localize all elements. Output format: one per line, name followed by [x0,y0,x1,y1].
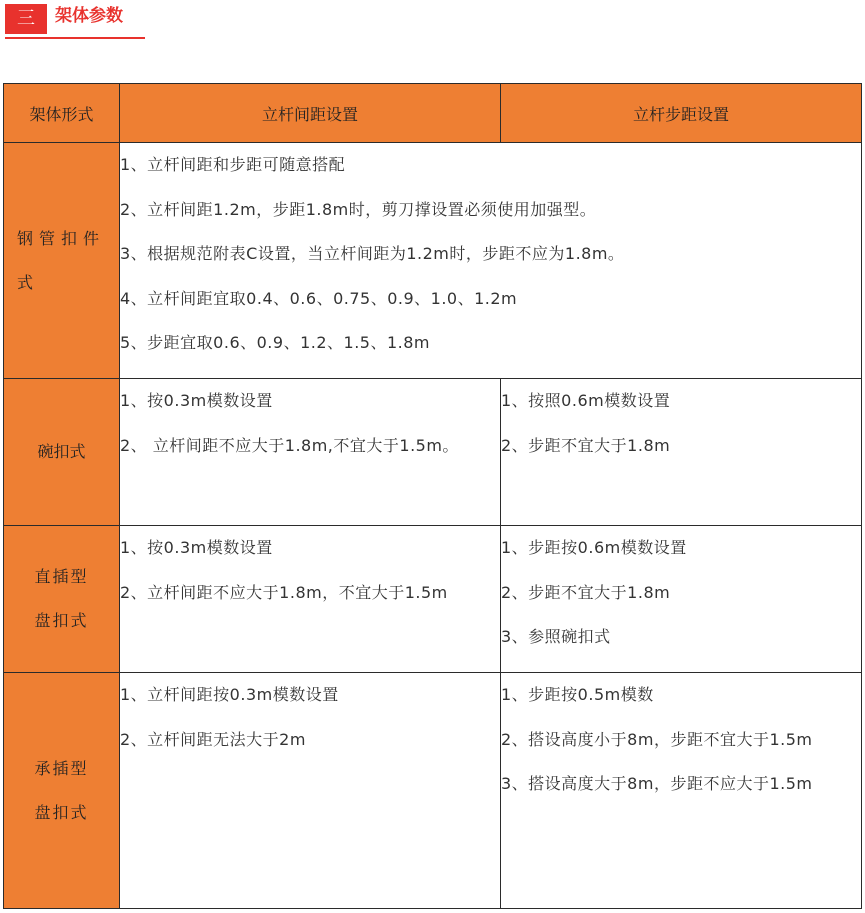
list-item: 1、立杆间距和步距可随意搭配 [120,155,346,174]
list-item: 2、立杆间距无法大于2m [120,729,306,749]
table-row [4,673,862,909]
table-header-row [4,84,862,143]
table-row [4,143,862,379]
list-item: 3、根据规范附表C设置，当立杆间距为1.2m时，步距不应为1.8m。 [120,244,625,263]
row-label-text: 钢管扣件式 [17,228,106,292]
list-item: 4、立杆间距宜取0.4、0.6、0.75、0.9、1.0、1.2m [120,288,518,308]
spacing-cell [120,673,501,909]
row-label-text: 直插型盘扣式 [34,567,89,630]
row-label-bowl-buckle: 碗扣式 [4,379,120,526]
section-number-badge: 三 [5,4,47,34]
list-item: 5、步距宜取0.6、0.9、1.2、1.5、1.8m [120,333,430,352]
step-cell [501,379,862,526]
step-cell [501,673,862,909]
list-item: 1、步距按0.5m模数 [501,685,654,704]
list-item: 3、参照碗扣式 [501,627,611,646]
table-row [4,379,862,526]
list-item: 2、 立杆间距不应大于1.8m,不宜大于1.5m。 [120,435,459,455]
list-item: 1、立杆间距按0.3m模数设置 [120,685,339,704]
list-item: 2、步距不宜大于1.8m [501,435,671,455]
row-label-steel-tube-coupler [4,143,120,379]
row-label-direct-insert-disc [4,526,120,673]
row-label-socket-disc [4,673,120,909]
header-step-spacing: 立杆步距设置 [501,84,862,143]
list-item: 2、立杆间距1.2m，步距1.8m时，剪刀撑设置必须使用加强型。 [120,199,597,219]
section-title: 架体参数 [55,6,123,26]
header-frame-type: 架体形式 [4,84,120,143]
list-item: 2、搭设高度小于8m，步距不宜大于1.5m [501,729,813,749]
step-cell [501,526,862,673]
list-item: 2、立杆间距不应大于1.8m，不宜大于1.5m [120,582,448,602]
spacing-cell [120,379,501,526]
spacing-cell [120,526,501,673]
table-row [4,526,862,673]
row-label-text: 承插型盘扣式 [34,758,89,822]
merged-cell [120,143,862,379]
scaffold-parameter-table [3,83,862,909]
section-underline [5,37,145,39]
header-pole-spacing: 立杆间距设置 [120,84,501,143]
list-item: 2、步距不宜大于1.8m [501,582,671,602]
list-item: 1、按0.3m模数设置 [120,391,273,410]
list-item: 1、按照0.6m模数设置 [501,391,671,410]
section-header [5,0,145,40]
list-item: 1、按0.3m模数设置 [120,538,273,557]
list-item: 1、步距按0.6m模数设置 [501,538,687,557]
list-item: 3、搭设高度大于8m，步距不应大于1.5m [501,774,813,793]
